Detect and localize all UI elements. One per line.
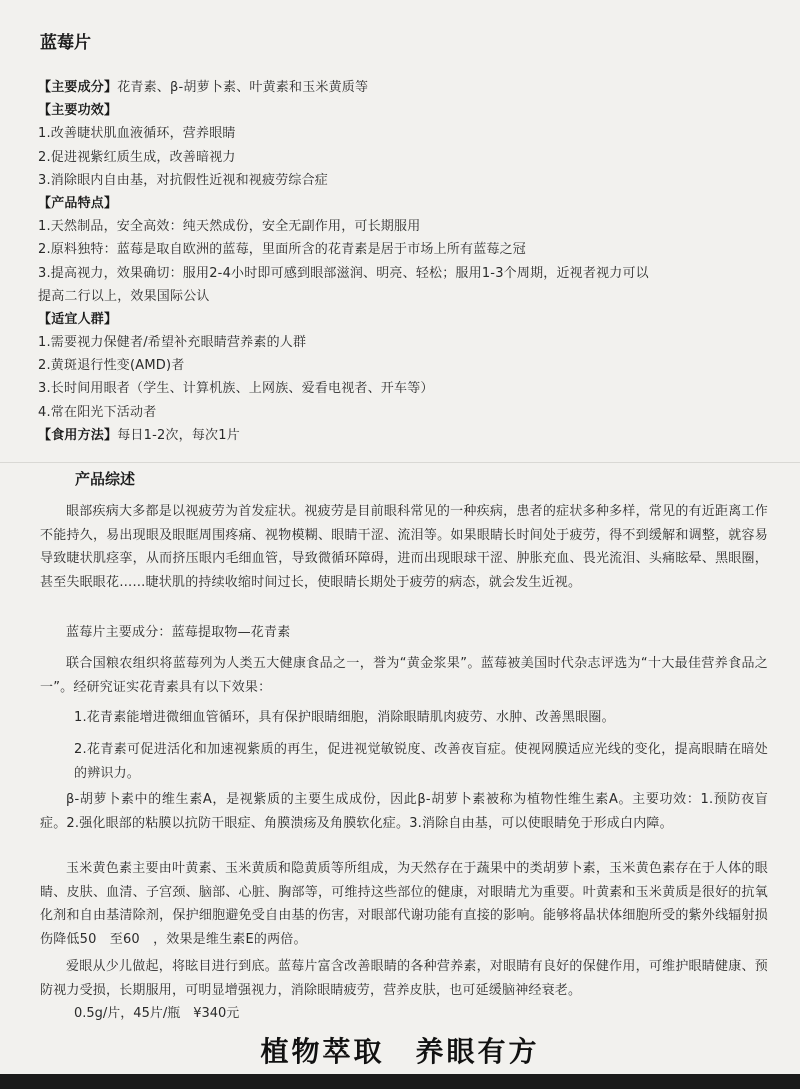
overview-title: 产品综述 — [75, 470, 136, 488]
ingredients-text: 花青素、β-胡萝卜素、叶黄素和玉米黄质等 — [117, 80, 369, 95]
function-item: 2.促进视紫红质生成，改善暗视力 — [38, 149, 236, 165]
function-item: 3.消除眼内自由基，对抗假性近视和视疲劳综合症 — [38, 172, 329, 188]
overview-paragraph-6: β-胡萝卜素中的维生素A，是视紫质的主要生成成份，因此β-胡萝卜素被称为植物性维生素A。主要功效：1.预防夜盲症。2.强化眼部的粘膜以抗防干眼症、角膜溃疡及角膜软化症。3.消除自由基，可以使眼睛免于形成白内障。 — [40, 792, 768, 831]
features-heading — [38, 192, 778, 215]
features-tag: 【产品特点】 — [38, 195, 118, 211]
feature-item: 1.天然制品，安全高效：纯天然成份，安全无副作用，可长期服用 — [38, 219, 421, 235]
slogan: 植物萃取 养眼有方 — [260, 1035, 540, 1068]
price-line: 0.5g/片，45片/瓶 ¥340元 — [74, 1006, 240, 1021]
overview-paragraph-5: 2.花青素可促进活化和加速视紫质的再生，促进视觉敏锐度、改善夜盲症。使视网膜适应光线的变化，提高眼睛在暗处的辨识力。 — [74, 742, 768, 781]
overview-paragraph-7: 玉米黄色素主要由叶黄素、玉米黄质和隐黄质等所组成，为天然存在于蔬果中的类胡萝卜素，玉米黄色素存在于人体的眼睛、皮肤、血清、子宫颈、脑部、心脏、胸部等，可维持这些部位的健康，对眼睛尤为重要。叶黄素和玉米黄质是很好的抗氧化剂和自由基清除剂，保护细胞避免受自由基的伤害，对眼部代谢功能有直接的影响。能够将晶状体细胞所受的紫外线辐射损伤降低50 至60 ，效果是维生素E的两倍。 — [40, 861, 768, 947]
overview-paragraph-8: 爱眼从少儿做起，将眩目进行到底。蓝莓片富含改善眼睛的各种营养素，对眼睛有良好的保健作用，可维护眼睛健康、预防视力受损，长期服用，可明显增强视力，消除眼睛疲劳，营养皮肤，也可延缓脑神经衰老。 — [40, 959, 768, 998]
usage-text: 每日1-2次，每次1片 — [117, 427, 240, 443]
ingredients-line — [38, 76, 778, 99]
overview-paragraph-4: 1.花青素能增进微细血管循环，具有保护眼睛细胞，消除眼睛肌肉疲劳、水肿、改善黑眼圈。 — [74, 710, 615, 725]
spec-section — [38, 76, 778, 447]
fold-crease-divider — [0, 462, 800, 463]
function-item: 1.改善睫状肌血液循环，营养眼睛 — [38, 126, 236, 142]
feature-item: 3.提高视力，效果确切：服用2-4小时即可感到眼部滋润、明亮、轻松；服用1-3个周期，近视者视力可以 — [38, 265, 649, 281]
functions-tag: 【主要功效】 — [38, 103, 118, 119]
people-item: 3.长时间用眼者（学生、计算机族、上网族、爱看电视者、开车等） — [38, 381, 434, 397]
overview-paragraph-2: 蓝莓片主要成分：蓝莓提取物—花青素 — [66, 625, 291, 640]
people-tag: 【适宜人群】 — [38, 311, 118, 327]
people-item: 4.常在阳光下活动者 — [38, 404, 157, 420]
overview-paragraph-3: 联合国粮农组织将蓝莓列为人类五大健康食品之一，誉为“黄金浆果”。蓝莓被美国时代杂志评选为“十大最佳营养食品之一”。经研究证实花青素具有以下效果： — [40, 656, 768, 695]
overview-paragraph-1: 眼部疾病大多都是以视疲劳为首发症状。视疲劳是目前眼科常见的一种疾病，患者的症状多种多样，常见的有近距离工作不能持久，易出现眼及眼眶周围疼痛、视物模糊、眼睛干涩、流泪等。如果眼睛长时间处于疲劳，得不到缓解和调整，就容易导致睫状肌痉挛，从而挤压眼内毛细血管，导致微循环障碍，进而出现眼球干涩、肿胀充血、畏光流泪、头痛眩晕、黑眼圈，甚至失眠眼花……睫状肌的持续收缩时间过长，使眼睛长期处于疲劳的病态，就会发生近视。 — [40, 504, 768, 590]
ingredients-tag: 【主要成分】 — [38, 80, 118, 95]
usage-line — [38, 424, 778, 447]
bottom-bar — [0, 1074, 800, 1089]
people-item: 1.需要视力保健者/希望补充眼睛营养素的人群 — [38, 335, 307, 351]
people-item: 2.黄斑退行性变(AMD)者 — [38, 358, 185, 374]
feature-item: 2.原料独特：蓝莓是取自欧洲的蓝莓，里面所含的花青素是居于市场上所有蓝莓之冠 — [38, 242, 527, 258]
functions-heading — [38, 99, 778, 122]
product-title: 蓝莓片 — [40, 33, 91, 53]
feature-item-continued: 提高二行以上，效果国际公认 — [38, 288, 210, 304]
people-heading — [38, 308, 778, 331]
usage-tag: 【食用方法】 — [38, 427, 118, 443]
